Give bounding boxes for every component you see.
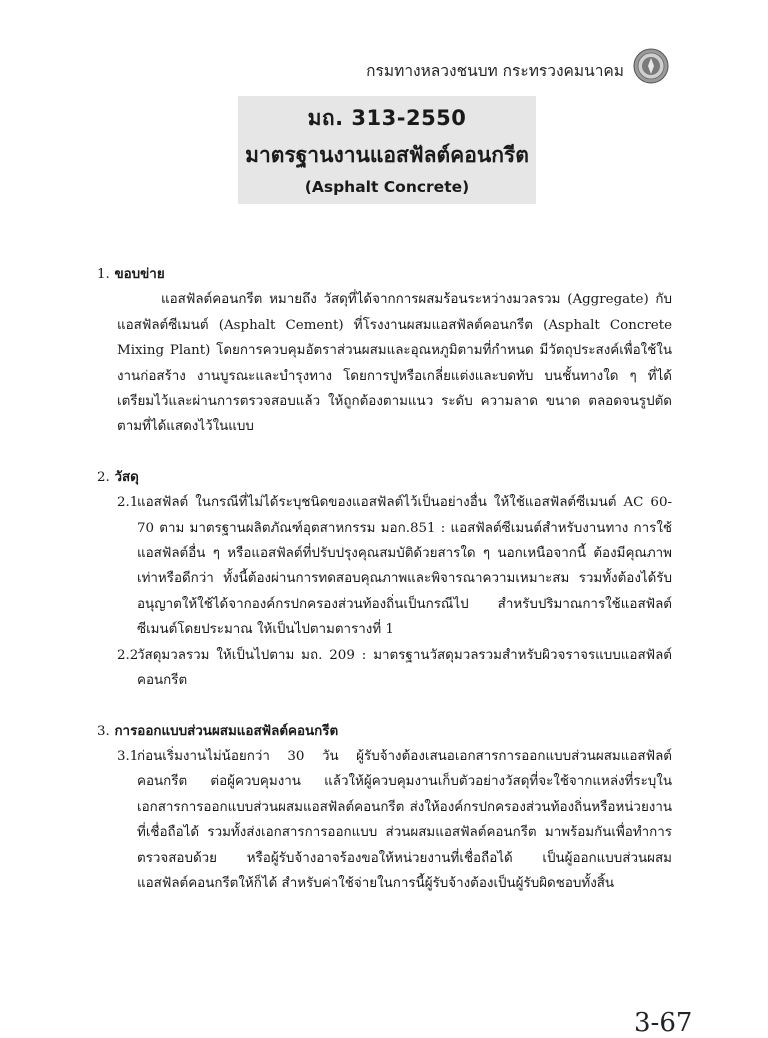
standard-code: มถ. 313-2550 bbox=[307, 106, 467, 130]
standard-name-english: (Asphalt Concrete) bbox=[304, 178, 470, 196]
section-paragraph: แอสฟัลต์คอนกรีต หมายถึง วัสดุที่ได้จากการผสมร้อนระหว่างมวลรวม (Aggregate) กับแอสฟัลต์ซีเมนต์ (Asphalt Cement) ที่โรงงานผสมแอสฟัลต์คอนกรีต (Asphalt Concrete Mixing Plant) โดยการควบคุมอัตราส่วนผสมและอุณหภูมิตามที่กำหนด มีวัตถุประสงค์เพื่อใช้ในงานก่อสร้าง งานบูรณะและบำรุงทาง โดยการปูหรือเกลี่ยแต่งและบดทับ บนชั้นทางใด ๆ ที่ได้เตรียมไว้และผ่านการตรวจสอบแล้ว ให้ถูกต้องตามแนว ระดับ ความลาด ขนาด ตลอดจนรูปตัดตามที่ได้แสดงไว้ในแบบ bbox=[117, 292, 672, 435]
section-scope bbox=[97, 262, 672, 440]
section-number: 2. bbox=[97, 469, 110, 485]
section-title: วัสดุ bbox=[114, 468, 139, 485]
section-title: การออกแบบส่วนผสมแอสฟัลต์คอนกรีต bbox=[114, 722, 339, 739]
section-heading bbox=[97, 719, 672, 744]
item-number: 2.1 bbox=[117, 495, 139, 511]
section-mix-design bbox=[97, 719, 672, 897]
section-materials bbox=[97, 465, 672, 694]
section-number: 3. bbox=[97, 723, 110, 739]
standard-title-block bbox=[238, 96, 536, 204]
item-text: ก่อนเริ่มงานไม่น้อยกว่า 30 วัน ผู้รับจ้างต้องเสนอเอกสารการออกแบบส่วนผสมแอสฟัลต์คอนกรีต ต่อผู้ควบคุมงาน แล้วให้ผู้ควบคุมงานเก็บตัวอย่างวัสดุที่จะใช้จากแหล่งที่ระบุในเอกสารการออกแบบส่วนผสมแอสฟัลต์คอนกรีต ส่งให้องค์กรปกครองส่วนท้องถิ่นหรือหน่วยงานที่เชื่อถือได้ รวมทั้งส่งเอกสารการออกแบบ ส่วนผสมแอสฟัลต์คอนกรีต มาพร้อมกันเพื่อทำการตรวจสอบด้วย หรือผู้รับจ้างอาจร้องขอให้หน่วยงานที่เชื่อถือได้ เป็นผู้ออกแบบส่วนผสมแอสฟัลต์คอนกรีตให้ก็ได้ สำหรับค่าใช้จ่ายในการนี้ผู้รับจ้างต้องเป็นผู้รับผิดชอบทั้งสิ้น bbox=[137, 748, 672, 891]
page-header bbox=[0, 48, 768, 88]
item-number: 2.2 bbox=[117, 647, 139, 663]
list-item bbox=[97, 490, 672, 642]
item-text: วัสดุมวลรวม ให้เป็นไปตาม มถ. 209 : มาตรฐานวัสดุมวลรวมสำหรับผิวจราจรแบบแอสฟัลต์คอนกรีต bbox=[137, 647, 672, 689]
standard-name-thai: มาตรฐานงานแอสฟัลต์คอนกรีต bbox=[245, 143, 529, 167]
department-seal-icon bbox=[633, 48, 669, 84]
section-number: 1. bbox=[97, 267, 110, 282]
section-title: ขอบข่าย bbox=[114, 266, 165, 282]
list-item bbox=[97, 643, 672, 694]
item-text: แอสฟัลต์ ในกรณีที่ไม่ได้ระบุชนิดของแอสฟัลต์ไว้เป็นอย่างอื่น ให้ใช้แอสฟัลต์ซีเมนต์ AC 60-70 ตาม มาตรฐานผลิตภัณฑ์อุตสาหกรรม มอก.851 : แอสฟัลต์ซีเมนต์สำหรับงานทาง การใช้แอสฟัลต์อื่น ๆ หรือแอสฟัลต์ที่ปรับปรุงคุณสมบัติด้วยสารใด ๆ นอกเหนือจากนี้ ต้องมีคุณภาพเท่าหรือดีกว่า ทั้งนี้ต้องผ่านการทดสอบคุณภาพและพิจารณาความเหมาะสม รวมทั้งต้องได้รับอนุญาตให้ใช้ได้จากองค์กรปกครองส่วนท้องถิ่นเป็นกรณีไป สำหรับปริมาณการใช้แอสฟัลต์ซีเมนต์โดยประมาณ ให้เป็นไปตามตารางที่ 1 bbox=[137, 495, 672, 638]
page-number: 3-67 bbox=[634, 1008, 693, 1038]
document-body bbox=[97, 262, 672, 896]
agency-name: กรมทางหลวงชนบท กระทรวงคมนาคม bbox=[366, 62, 624, 80]
list-item bbox=[97, 744, 672, 896]
section-heading bbox=[97, 465, 672, 490]
item-number: 3.1 bbox=[117, 748, 139, 764]
section-heading bbox=[97, 262, 672, 287]
